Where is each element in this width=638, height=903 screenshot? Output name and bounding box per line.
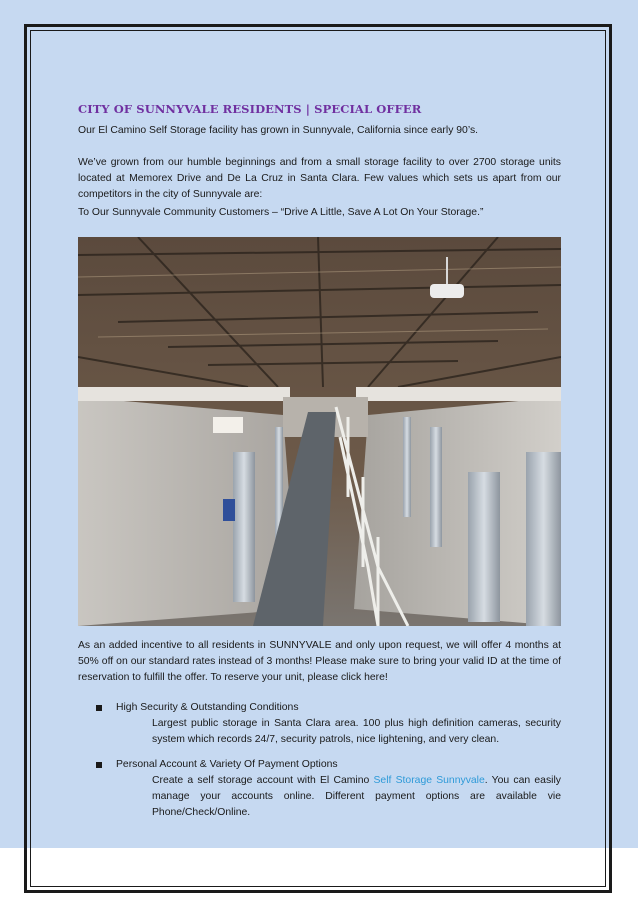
- slogan-paragraph: To Our Sunnyvale Community Customers – “Drive A Little, Save A Lot On Your Storage.”: [78, 207, 484, 218]
- bullet-heading: High Security & Outstanding Conditions: [116, 702, 299, 713]
- square-bullet-icon: [96, 762, 102, 768]
- storage-facility-photo: [78, 237, 561, 626]
- description-text-before: Create a self storage account with El Camino: [152, 775, 374, 786]
- square-bullet-icon: [96, 705, 102, 711]
- offer-paragraph: As an added incentive to all residents in SUNNYVALE and only upon request, we will offer 4 months at 50% off on our standard rates instead of 3 months! Please make sure to bring your valid ID at the time of reservation to fulfill the offer. To reserve your unit, please click here!: [78, 640, 561, 684]
- bullet-heading: Personal Account & Variety Of Payment Options: [116, 759, 338, 770]
- self-storage-sunnyvale-link[interactable]: Self Storage Sunnyvale: [373, 775, 485, 786]
- description-text-after: . You can easily manage your accounts online. Different payment options are available vie Phone/Check/Online.: [152, 775, 561, 819]
- bullet-description: Largest public storage in Santa Clara area. 100 plus high definition cameras, security system which records 24/7, security patrols, nice lightening, and very clean.: [152, 718, 561, 746]
- intro-paragraph: Our El Camino Self Storage facility has grown in Sunnyvale, California since early 90’s.: [78, 125, 479, 136]
- bullet-description: [152, 773, 561, 822]
- history-paragraph: We’ve grown from our humble beginnings and from a small storage facility to over 2700 storage units located at Memorex Drive and De La Cruz in Santa Clara. Few values which sets us apart from our competitors in the city of Sunnyvale are:: [78, 157, 561, 201]
- page-title: CITY OF SUNNYVALE RESIDENTS | SPECIAL OFFER: [78, 102, 422, 116]
